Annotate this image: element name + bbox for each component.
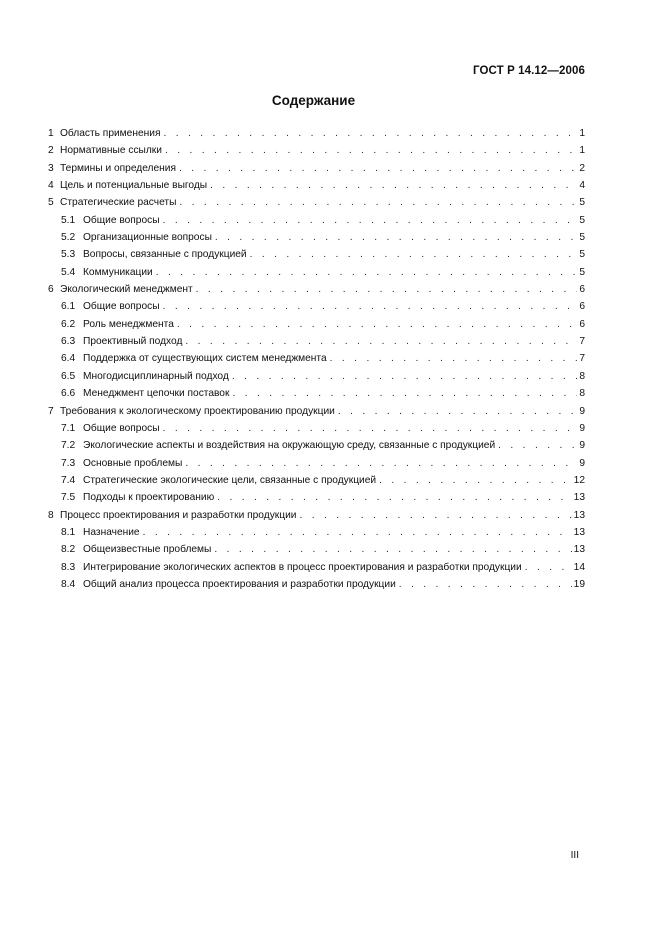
toc-entry-title: Нормативные ссылки — [60, 145, 162, 157]
toc-entry-title: Основные проблемы — [83, 457, 183, 469]
toc-entry — [48, 281, 585, 298]
toc-dot-leader — [232, 368, 578, 385]
toc-entry-title: Экологические аспекты и воздействия на окружающую среду, связанные с продукцией — [83, 440, 496, 452]
toc-entry — [48, 368, 585, 385]
toc-entry-number: 7.4 — [61, 474, 76, 486]
toc-entry — [48, 437, 585, 454]
toc-entry — [48, 160, 585, 177]
toc-entry-page: 7 — [579, 353, 585, 365]
toc-dot-leader — [250, 246, 578, 263]
toc-entry-title: Стратегические расчеты — [60, 197, 177, 209]
toc-entry — [48, 316, 585, 333]
toc-entry-number: 7 — [48, 405, 54, 417]
toc-dot-leader — [330, 350, 578, 367]
toc-entry-page: 6 — [579, 301, 585, 313]
toc-entry — [48, 298, 585, 315]
toc-entry-page: 8 — [579, 388, 585, 400]
toc-entry-title: Общие вопросы — [83, 422, 160, 434]
toc-entry-number: 4 — [48, 180, 54, 192]
toc-entry-page: 8 — [579, 370, 585, 382]
toc-entry-title: Общий анализ процесса проектирования и разработки продукции — [83, 578, 396, 590]
toc-entry-page: 2 — [579, 162, 585, 174]
toc-entry-title: Вопросы, связанные с продукцией — [83, 249, 247, 261]
toc-entry-number: 7.5 — [61, 492, 76, 504]
toc-dot-leader — [179, 160, 577, 177]
toc-entry-title: Общие вопросы — [83, 214, 160, 226]
toc-entry-page: 7 — [579, 336, 585, 348]
toc-dot-leader — [196, 281, 578, 298]
toc-entry-number: 6.3 — [61, 336, 76, 348]
toc-dot-leader — [498, 437, 577, 454]
toc-entry-title: Многодисциплинарный подход — [83, 370, 229, 382]
toc-dot-leader — [214, 541, 571, 558]
toc-entry-number: 5.2 — [61, 232, 76, 244]
toc-dot-leader — [165, 142, 577, 159]
toc-dot-leader — [379, 472, 572, 489]
table-of-contents — [48, 125, 585, 593]
toc-dot-leader — [185, 333, 577, 350]
toc-entry-page: 13 — [573, 509, 585, 521]
toc-entry — [48, 489, 585, 506]
toc-dot-leader — [163, 420, 578, 437]
toc-entry-title: Назначение — [83, 526, 140, 538]
toc-entry-page: 6 — [579, 318, 585, 330]
toc-entry — [48, 212, 585, 229]
toc-entry — [48, 541, 585, 558]
toc-entry-page: 19 — [573, 578, 585, 590]
toc-entry — [48, 576, 585, 593]
toc-entry — [48, 524, 585, 541]
toc-entry-page: 13 — [573, 492, 585, 504]
toc-entry — [48, 385, 585, 402]
toc-entry-number: 7.3 — [61, 457, 76, 469]
toc-entry-page: 13 — [573, 544, 585, 556]
toc-entry-page: 1 — [579, 128, 585, 139]
toc-entry — [48, 350, 585, 367]
toc-entry-number: 8.3 — [61, 561, 76, 573]
toc-dot-leader — [399, 576, 572, 593]
toc-entry-number: 6.6 — [61, 388, 76, 400]
toc-entry-page: 5 — [579, 232, 585, 244]
toc-dot-leader — [177, 316, 577, 333]
toc-entry-title: Коммуникации — [83, 266, 153, 278]
toc-entry-number: 5.1 — [61, 214, 76, 226]
toc-entry — [48, 403, 585, 420]
toc-entry-title: Менеджмент цепочки поставок — [83, 388, 230, 400]
toc-entry-number: 6.1 — [61, 301, 76, 313]
toc-entry-title: Общие вопросы — [83, 301, 160, 313]
toc-entry-title: Интегрирование экологических аспектов в процесс проектирования и разработки продукции — [83, 561, 522, 573]
toc-entry-number: 6 — [48, 284, 54, 296]
toc-dot-leader — [215, 229, 577, 246]
toc-dot-leader — [163, 298, 578, 315]
toc-entry-title: Цель и потенциальные выгоды — [60, 180, 208, 192]
toc-entry-page: 5 — [579, 266, 585, 278]
toc-dot-leader — [299, 507, 571, 524]
toc-entry-number: 8.4 — [61, 578, 76, 590]
toc-dot-leader — [185, 455, 577, 472]
toc-entry-title: Роль менеджмента — [83, 318, 174, 330]
document-code: ГОСТ Р 14.12—2006 — [473, 65, 585, 77]
toc-entry-page: 9 — [579, 457, 585, 469]
toc-entry-number: 5.4 — [61, 266, 76, 278]
toc-entry-title: Проективный подход — [83, 336, 183, 348]
toc-dot-leader — [179, 194, 577, 211]
toc-entry-number: 8.1 — [61, 526, 76, 538]
toc-entry-page: 9 — [579, 405, 585, 417]
toc-entry-page: 12 — [573, 474, 585, 486]
toc-entry-number: 7.2 — [61, 440, 76, 452]
toc-dot-leader — [156, 264, 578, 281]
toc-entry-title: Требования к экологическому проектированию продукции — [60, 405, 335, 417]
toc-dot-leader — [525, 559, 572, 576]
toc-entry — [48, 177, 585, 194]
toc-entry-number: 2 — [48, 145, 54, 157]
toc-entry-number: 6.4 — [61, 353, 76, 365]
toc-entry-number: 5.3 — [61, 249, 76, 261]
toc-dot-leader — [217, 489, 571, 506]
toc-entry — [48, 194, 585, 211]
toc-entry — [48, 559, 585, 576]
toc-entry — [48, 246, 585, 263]
toc-entry-number: 6.5 — [61, 370, 76, 382]
toc-entry — [48, 507, 585, 524]
toc-entry-title: Общеизвестные проблемы — [83, 544, 212, 556]
toc-entry-title: Процесс проектирования и разработки продукции — [60, 509, 297, 521]
toc-entry — [48, 125, 585, 142]
toc-entry-page: 14 — [573, 561, 585, 573]
toc-entry-number: 7.1 — [61, 422, 76, 434]
toc-entry — [48, 455, 585, 472]
toc-entry-page: 1 — [579, 145, 585, 157]
toc-entry-number: 8 — [48, 509, 54, 521]
toc-entry — [48, 472, 585, 489]
page-number: III — [570, 850, 579, 861]
toc-entry-title: Стратегические экологические цели, связанные с продукцией — [83, 474, 377, 486]
toc-entry-number: 6.2 — [61, 318, 76, 330]
toc-entry-page: 5 — [579, 197, 585, 209]
toc-entry-page: 6 — [579, 284, 585, 296]
toc-entry-number: 5 — [48, 197, 54, 209]
toc-entry — [48, 333, 585, 350]
toc-entry-page: 4 — [579, 180, 585, 192]
toc-entry — [48, 264, 585, 281]
toc-entry-title: Организационные вопросы — [83, 232, 212, 244]
toc-entry-page: 5 — [579, 249, 585, 261]
toc-dot-leader — [163, 125, 577, 142]
toc-dot-leader — [232, 385, 577, 402]
toc-entry-page: 5 — [579, 214, 585, 226]
toc-entry-page: 9 — [579, 422, 585, 434]
toc-entry-page: 9 — [579, 440, 585, 452]
toc-dot-leader — [338, 403, 577, 420]
toc-dot-leader — [143, 524, 572, 541]
page-title: Содержание — [271, 93, 356, 108]
toc-entry-title: Поддержка от существующих систем менеджмента — [83, 353, 327, 365]
toc-entry-title: Термины и определения — [60, 162, 176, 174]
toc-entry-title: Подходы к проектированию — [83, 492, 215, 504]
toc-dot-leader — [163, 212, 578, 229]
toc-entry-number: 1 — [48, 128, 54, 139]
toc-entry — [48, 229, 585, 246]
toc-entry — [48, 142, 585, 159]
toc-entry-number: 3 — [48, 162, 54, 174]
toc-entry-number: 8.2 — [61, 544, 76, 556]
toc-dot-leader — [210, 177, 577, 194]
toc-entry-title: Область применения — [60, 128, 161, 139]
toc-entry — [48, 420, 585, 437]
toc-entry-page: 13 — [573, 526, 585, 538]
toc-entry-title: Экологический менеджмент — [60, 284, 193, 296]
